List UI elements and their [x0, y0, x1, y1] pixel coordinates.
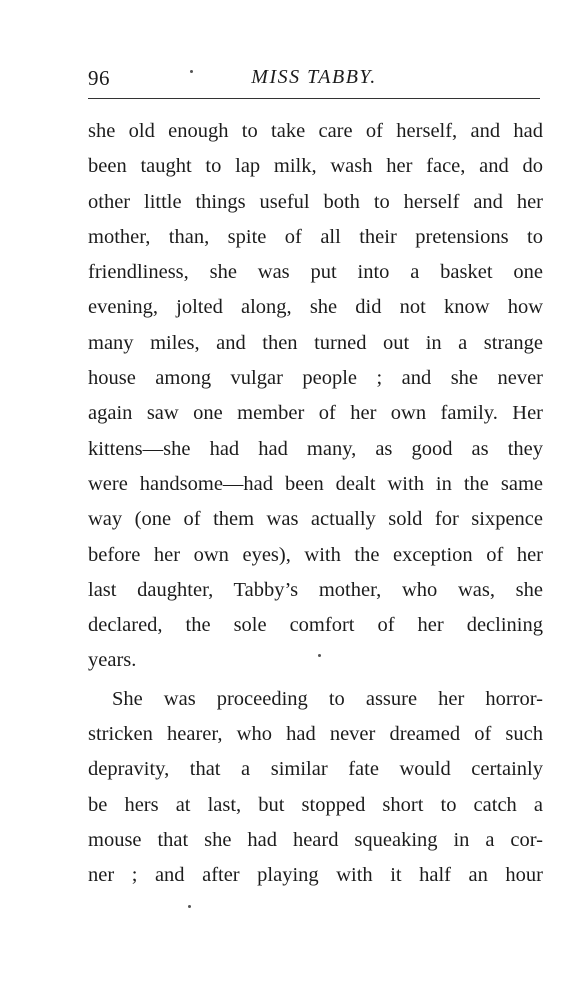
text-line: again saw one member of her own family. Her — [88, 402, 543, 425]
text-line: were handsome—had been dealt with in the same — [88, 472, 543, 495]
ink-speck — [190, 70, 193, 73]
text-line: kittens—she had had many, as good as they — [88, 437, 543, 460]
running-title: MISS TABBY. — [251, 66, 377, 88]
text-line: before her own eyes), with the exception of her — [88, 543, 543, 566]
text-line: She was proceeding to assure her horror- — [112, 687, 543, 710]
text-line: house among vulgar people ; and she never — [88, 367, 543, 390]
text-line: been taught to lap milk, wash her face, and do — [88, 155, 543, 178]
text-line: mouse that she had heard squeaking in a cor- — [88, 828, 543, 851]
text-line: she old enough to take care of herself, and had — [88, 120, 543, 142]
text-line: ner ; and after playing with it half an hour — [88, 864, 543, 887]
body-text — [88, 114, 543, 894]
page-number: 96 — [88, 66, 110, 90]
ink-speck — [318, 654, 321, 657]
header-rule — [88, 98, 540, 99]
text-line: other little things useful both to herself and her — [88, 190, 543, 213]
text-line: stricken hearer, who had never dreamed of such — [88, 723, 543, 746]
text-line: way (one of them was actually sold for sixpence — [88, 508, 543, 531]
text-line: depravity, that a similar fate would certainly — [88, 758, 543, 781]
text-line: last daughter, Tabby’s mother, who was, she — [88, 578, 543, 601]
text-line: evening, jolted along, she did not know how — [88, 296, 543, 319]
ink-speck — [188, 905, 191, 908]
text-line: declared, the sole comfort of her declining — [88, 614, 543, 637]
text-line: years. — [88, 649, 137, 672]
text-line: be hers at last, but stopped short to catch a — [88, 793, 543, 816]
text-line: many miles, and then turned out in a strange — [88, 331, 543, 354]
running-head — [88, 60, 540, 92]
text-line: mother, than, spite of all their pretensions to — [88, 225, 543, 248]
text-line: friendliness, she was put into a basket one — [88, 261, 543, 284]
